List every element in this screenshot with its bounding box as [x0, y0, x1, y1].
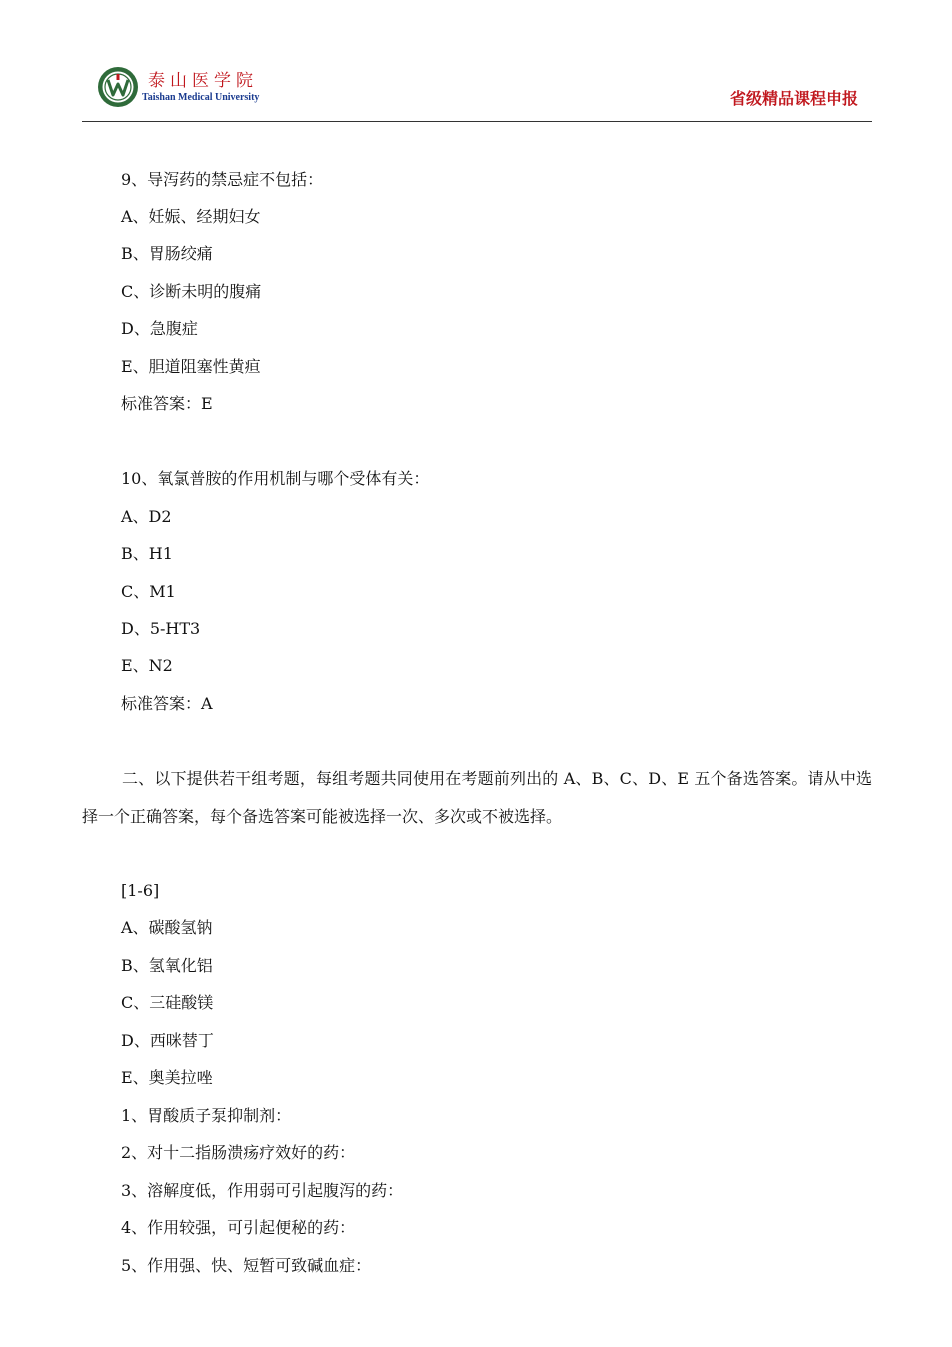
group-option-a: A、碳酸氢钠 — [121, 918, 213, 937]
q9-option-b: B、胃肠绞痛 — [121, 244, 213, 263]
university-name-en: Taishan Medical University — [142, 92, 260, 103]
group-label: [1-6] — [121, 881, 160, 900]
group-question-1: 1、胃酸质子泵抑制剂： — [121, 1106, 292, 1125]
university-name-cn: 泰山医学院 — [148, 71, 258, 91]
group-option-b: B、氢氧化铝 — [121, 956, 213, 975]
q10-option-d: D、5-HT3 — [121, 619, 201, 638]
group-question-3: 3、溶解度低，作用弱可引起腹泻的药： — [121, 1181, 404, 1200]
question-9-text: 9、导泻药的禁忌症不包括： — [121, 170, 324, 189]
page-header — [82, 60, 872, 122]
q9-answer: 标准答案：E — [121, 394, 213, 413]
university-logo-icon — [97, 66, 139, 108]
section-2-intro-text: 二、以下提供若干组考题，每组考题共同使用在考题前列出的 A、B、C、D、E 五个备选答案。请从中选择一个正确答案，每个备选答案可能被选择一次、多次或不被选择。 — [82, 769, 872, 826]
group-question-4: 4、作用较强，可引起便秘的药： — [121, 1218, 356, 1237]
course-application-title: 省级精品课程申报 — [729, 89, 858, 108]
q9-option-e: E、胆道阻塞性黄疸 — [121, 357, 261, 376]
q10-option-b: B、H1 — [121, 544, 173, 563]
q10-option-e: E、N2 — [121, 656, 173, 675]
q10-option-c: C、M1 — [121, 582, 176, 601]
header-divider — [82, 121, 872, 122]
group-option-d: D、西咪替丁 — [121, 1031, 214, 1050]
q9-option-c: C、诊断未明的腹痛 — [121, 282, 262, 301]
group-option-c: C、三硅酸镁 — [121, 993, 214, 1012]
q10-answer: 标准答案：A — [121, 694, 213, 713]
q9-option-d: D、急腹症 — [121, 319, 198, 338]
question-10-text: 10、氧氯普胺的作用机制与哪个受体有关： — [121, 469, 430, 488]
q10-option-a: A、D2 — [121, 507, 172, 526]
group-question-2: 2、对十二指肠溃疡疗效好的药： — [121, 1143, 356, 1162]
group-question-5: 5、作用强、快、短暂可致碱血症： — [121, 1256, 372, 1275]
q9-option-a: A、妊娠、经期妇女 — [121, 207, 261, 226]
section-2-intro — [82, 760, 872, 836]
group-option-e: E、奥美拉唑 — [121, 1068, 213, 1087]
